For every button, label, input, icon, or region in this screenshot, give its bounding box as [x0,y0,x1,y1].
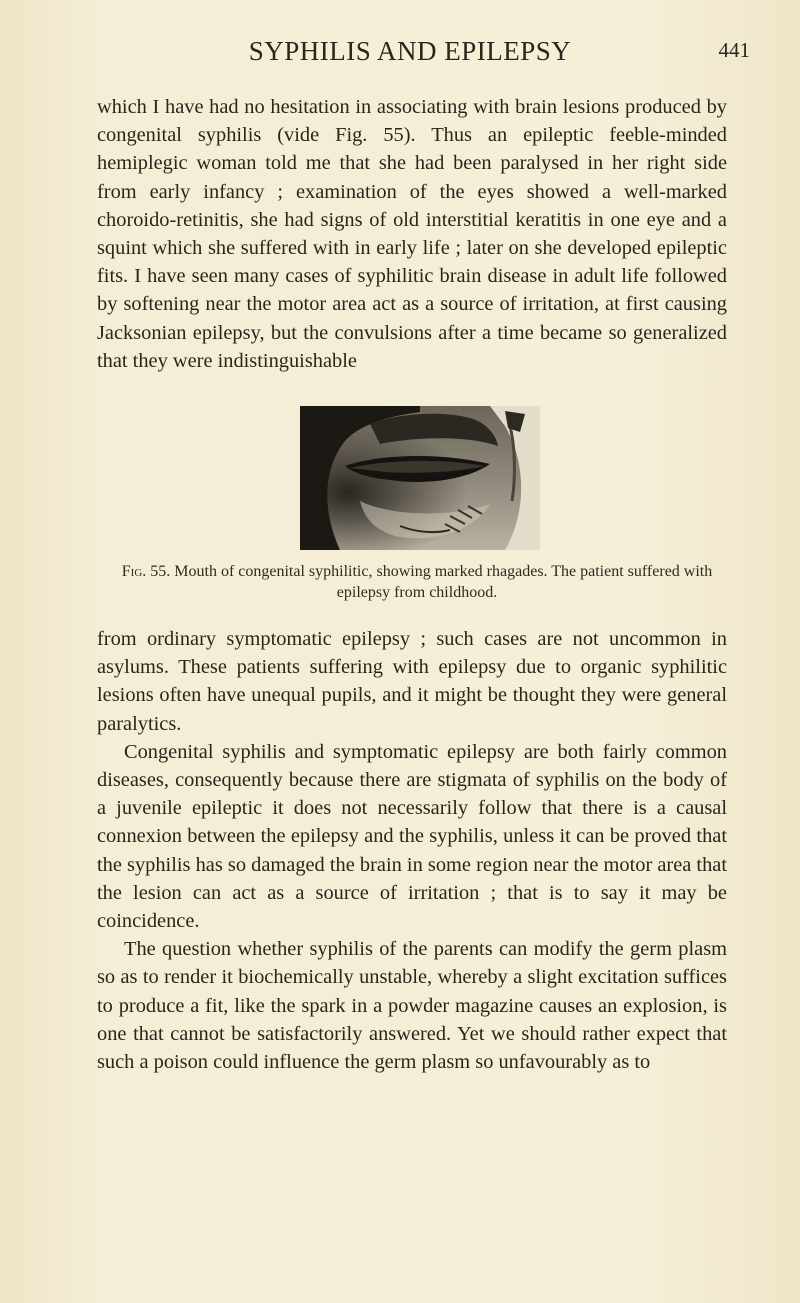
paragraph-3: The question whether syphilis of the parents can modify the germ plasm so as to render it biochemically unstable, whereby a slight excitation suffices to produce a fit, like the spark in a powder magazine causes an explosion, is one that cannot be satisfactorily answered. Yet we should rather expect that such a poison could influence the germ plasm so unfavourably as to [97,938,727,1074]
mouth-photograph [300,406,540,550]
figure-photograph [300,406,540,550]
paragraph-2: Congenital syphilis and symptomatic epilepsy are both fairly common diseases, consequently because there are stigmata of syphilis on the body of a juvenile epileptic it does not necessarily follow that there is a causal connexion between the epilepsy and the syphilis, unless it can be proved that the syphilis has so damaged the brain in some region near the motor area that the lesion can act as a source of irritation ; that is to say it may be coincidence. [97,740,727,933]
paragraph-continued: from ordinary symptomatic epilepsy ; such cases are not uncommon in asylums. These patients suffering with epilepsy due to organic syphilitic lesions often have unequal pupils, and it might be thought they were general paralytics. [97,628,727,735]
running-title: SYPHILIS AND EPILEPSY [248,36,572,66]
text-block-bottom [97,625,727,1076]
figure-label: Fig. 55. [121,563,171,580]
paragraph-top: which I have had no hesitation in associating with brain lesions produced by congenital syphilis (vide Fig. 55). Thus an epileptic feeble-minded hemiplegic woman told me that she had been paralysed in her right side from early infancy ; examination of the eyes showed a well-marked choroido-retinitis, she had signs of old interstitial keratitis in one eye and a squint which she suffered with in early life ; later on she developed epileptic fits. I have seen many cases of syphilitic brain disease in adult life followed by softening near the motor area act as a source of irritation, at first causing Jacksonian epilepsy, but the convulsions after a time became so generalized that they were indistinguishable [97,96,727,372]
figure-caption [112,561,722,603]
page-number: 441 [718,38,750,62]
running-head [100,36,750,76]
figure-caption-text: Mouth of congenital syphilitic, showing marked rhagades. The patient suffered with epilepsy from childhood. [174,563,713,601]
text-block-top [97,93,727,375]
